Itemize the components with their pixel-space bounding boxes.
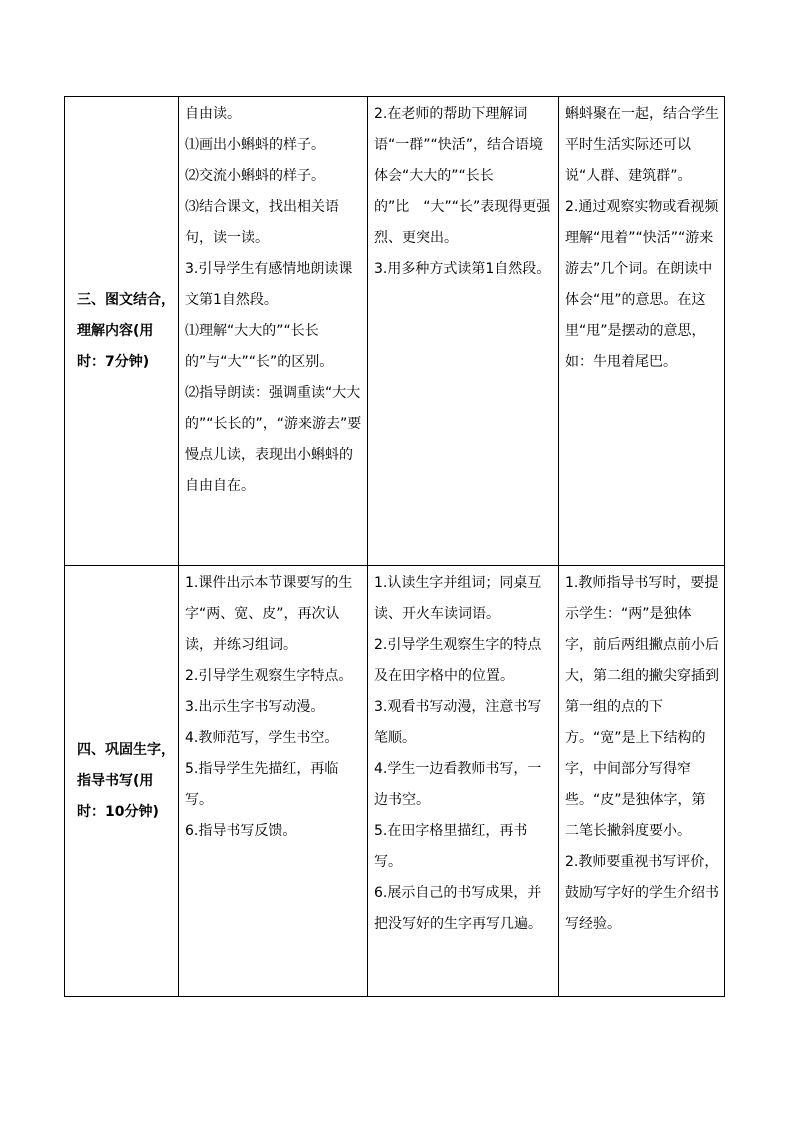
teacher-activity-line: 2.引导学生观察生字特点。: [185, 668, 353, 684]
teacher-activity-cell: [179, 97, 368, 566]
stage-cell: [65, 97, 179, 566]
student-activity-line: 1.认读生字并组词；同桌互读、开火车读词语。: [374, 575, 542, 622]
table-row: [65, 566, 725, 997]
teacher-activity-line: 3.引导学生有感情地朗读课文第1自然段。: [185, 261, 353, 308]
design-intent-line: 1.教师指导书写时，要提示学生：“两”是独体字，前后两组撇点前小后大，第二组的撇尖穿插到第一组的点的下方。“宽”是上下结构的字，中间部分写得窄些。“皮”是独体字，第二笔长撇斜度要小。: [565, 575, 719, 839]
teacher-activity-line: 6.指导书写反馈。: [185, 823, 297, 839]
student-activity-line: 4.学生一边看教师书写，一边书空。: [374, 761, 542, 808]
student-activity-line: 2.在老师的帮助下理解词语“一群”“快活”，结合语境体会“大大的”“长长的”比 “大”“长”表现得更强烈、更突出。: [374, 106, 551, 246]
teacher-activity-line: 自由读。: [185, 106, 241, 122]
teacher-activity-cell: [179, 566, 368, 997]
design-intent-line: 蝌蚪聚在一起，结合学生平时生活实际还可以说“人群、建筑群”。: [565, 106, 719, 184]
design-intent-cell: [559, 97, 725, 566]
student-activity-cell: [368, 566, 559, 997]
design-intent-line: 2.通过观察实物或看视频理解“甩着”“快活”“游来游去”几个词。在朗读中体会“甩”的意思。在这里“甩”是摆动的意思，如：牛甩着尾巴。: [565, 199, 719, 370]
teacher-activity-line: 3.出示生字书写动漫。: [185, 699, 325, 715]
student-activity-line: 3.观看书写动漫，注意书写笔顺。: [374, 699, 542, 746]
student-activity-line: 2.引导学生观察生字的特点及在田字格中的位置。: [374, 637, 542, 684]
teacher-activity-line: ⑴画出小蝌蚪的样子。: [185, 137, 325, 153]
teacher-activity-line: 5.指导学生先描红，再临写。: [185, 761, 339, 808]
stage-title: 三、图文结合，理解内容(用时：7分钟): [77, 291, 175, 370]
student-activity-line: 3.用多种方式读第1自然段。: [374, 261, 551, 277]
stage-title: 四、巩固生字，指导书写(用时：10分钟): [77, 741, 175, 820]
teacher-activity-line: 1.课件出示本节课要写的生字“两、宽、皮”，再次认读，并练习组词。: [185, 575, 353, 653]
design-intent-line: 2.教师要重视书写评价，鼓励写字好的学生介绍书写经验。: [565, 854, 719, 932]
design-intent-cell: [559, 566, 725, 997]
lesson-plan-table: [64, 96, 725, 997]
teacher-activity-line: ⑶结合课文，找出相关语句，读一读。: [185, 199, 339, 246]
stage-cell: [65, 566, 179, 997]
student-activity-line: 5.在田字格里描红，再书写。: [374, 823, 528, 870]
student-activity-cell: [368, 97, 559, 566]
student-activity-line: 6.展示自己的书写成果，并把没写好的生字再写几遍。: [374, 885, 542, 932]
teacher-activity-line: 4.教师范写，学生书空。: [185, 730, 339, 746]
teacher-activity-line: ⑵交流小蝌蚪的样子。: [185, 168, 325, 184]
table-row: [65, 97, 725, 566]
teacher-activity-line: ⑵指导朗读：强调重读“大大的”“长长的”，“游来游去”要慢点儿读，表现出小蝌蚪的自由自在。: [185, 385, 362, 494]
teacher-activity-line: ⑴理解“大大的”“长长的”与“大”“长”的区别。: [185, 323, 334, 370]
